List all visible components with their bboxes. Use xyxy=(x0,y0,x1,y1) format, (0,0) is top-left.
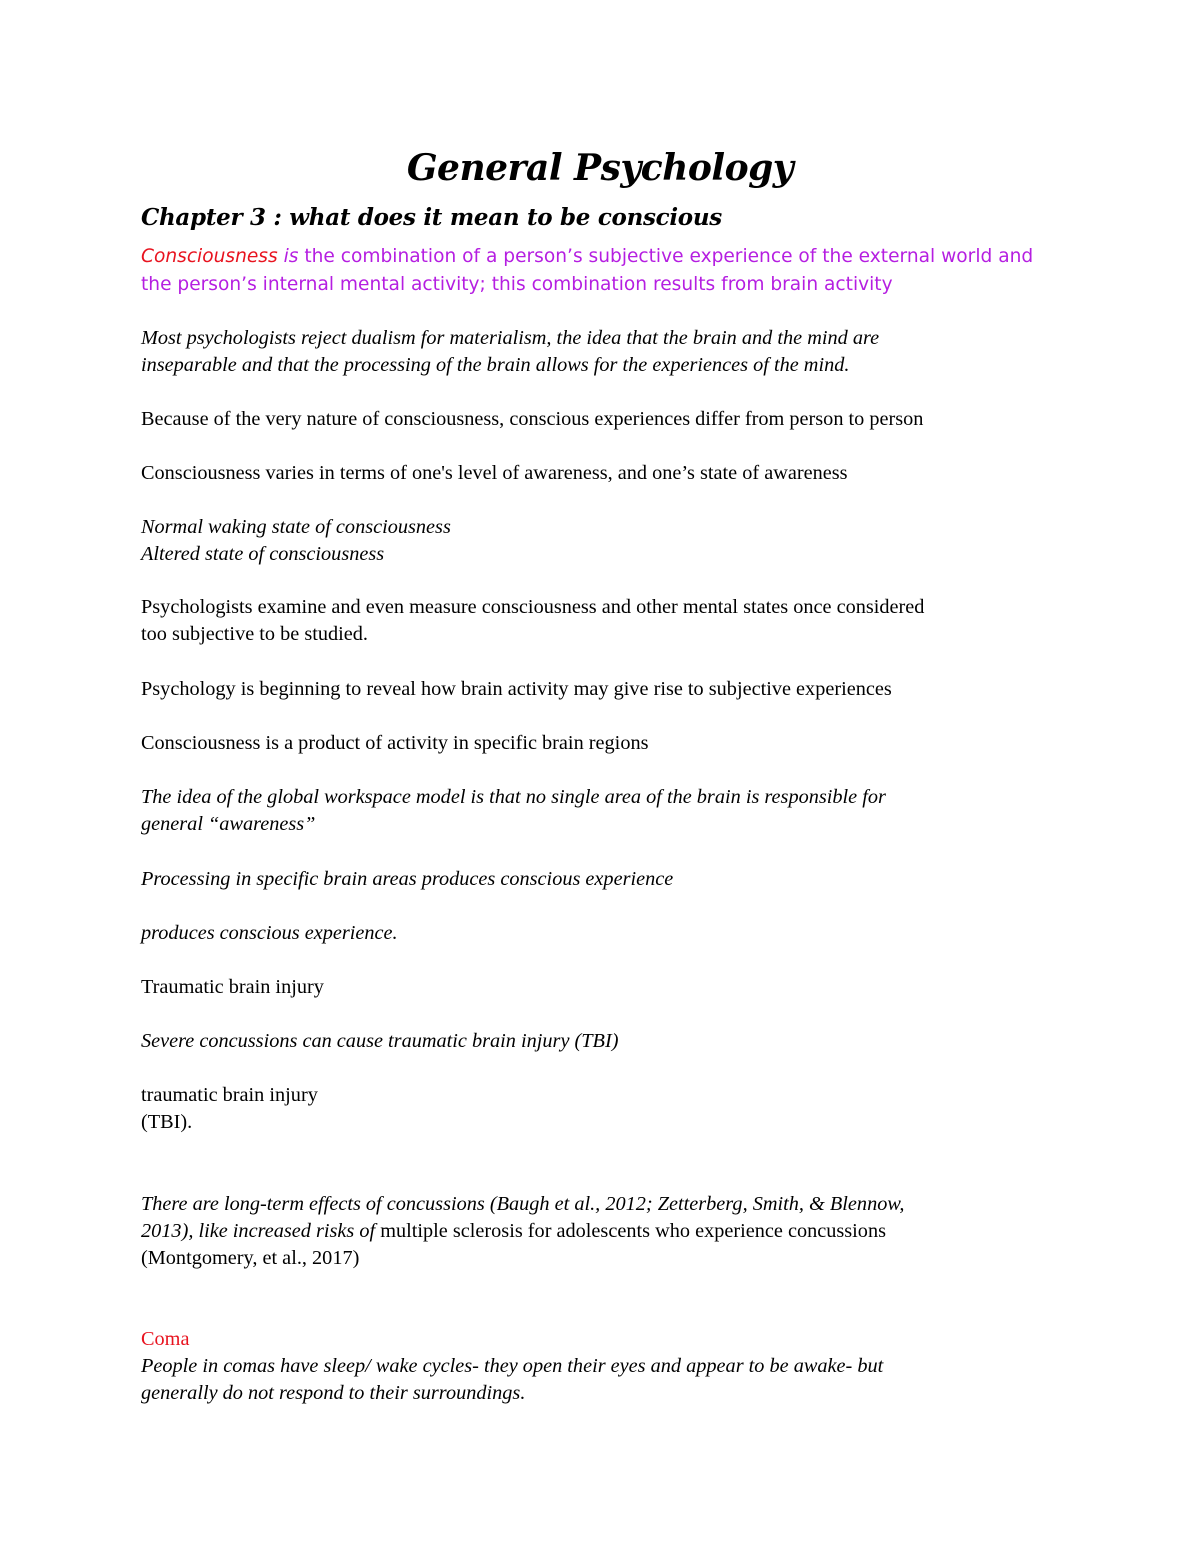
processing-paragraph: Processing in specific brain areas produces conscious experience xyxy=(141,868,674,890)
materialism-line-2: inseparable and that the processing of the brain allows for the experiences of the mind. xyxy=(141,354,850,376)
longterm-line-2 xyxy=(141,1218,1071,1245)
varies-paragraph: Consciousness varies in terms of one's level of awareness, and one’s state of awareness xyxy=(141,462,848,484)
measure-line-2: too subjective to be studied. xyxy=(141,623,368,645)
coma-line-1: People in comas have sleep/ wake cycles- they open their eyes and appear to be awake- but xyxy=(141,1355,884,1377)
definition-term: Consciousness xyxy=(141,246,278,267)
chapter-heading: Chapter 3 : what does it mean to be conscious xyxy=(141,204,722,231)
coma-heading: Coma xyxy=(141,1328,190,1350)
produces-paragraph: produces conscious experience. xyxy=(141,922,398,944)
document-title: General Psychology xyxy=(406,147,794,189)
longterm-italic-part: 2013), like increased risks of xyxy=(141,1220,376,1242)
definition-line-1 xyxy=(141,243,1071,270)
altered-state-line: Altered state of consciousness xyxy=(141,543,385,565)
longterm-line-1: There are long-term effects of concussions (Baugh et al., 2012; Zetterberg, Smith, & Blennow, xyxy=(141,1193,905,1215)
normal-state-line: Normal waking state of consciousness xyxy=(141,516,451,538)
definition-line-2: the person’s internal mental activity; this combination results from brain activity xyxy=(141,274,893,295)
nature-paragraph: Because of the very nature of consciousness, conscious experiences differ from person to person xyxy=(141,408,924,430)
materialism-line-1: Most psychologists reject dualism for materialism, the idea that the brain and the mind are xyxy=(141,327,880,349)
tbi-line-2: (TBI). xyxy=(141,1111,193,1133)
coma-line-2: generally do not respond to their surroundings. xyxy=(141,1382,526,1404)
measure-line-1: Psychologists examine and even measure consciousness and other mental states once considered xyxy=(141,596,925,618)
workspace-line-1: The idea of the global workspace model is that no single area of the brain is responsible for xyxy=(141,786,886,808)
longterm-line-3: (Montgomery, et al., 2017) xyxy=(141,1247,360,1269)
severe-paragraph: Severe concussions can cause traumatic brain injury (TBI) xyxy=(141,1030,619,1052)
definition-text: the combination of a person’s subjective experience of the external world and xyxy=(298,246,1034,267)
tbi-line-1: traumatic brain injury xyxy=(141,1084,318,1106)
workspace-line-2: general “awareness” xyxy=(141,813,316,835)
product-paragraph: Consciousness is a product of activity in specific brain regions xyxy=(141,732,649,754)
tbi-heading: Traumatic brain injury xyxy=(141,976,324,998)
reveal-paragraph: Psychology is beginning to reveal how brain activity may give rise to subjective experiences xyxy=(141,678,892,700)
definition-is: is xyxy=(277,246,299,267)
longterm-regular-part: multiple sclerosis for adolescents who experience concussions xyxy=(375,1220,886,1242)
